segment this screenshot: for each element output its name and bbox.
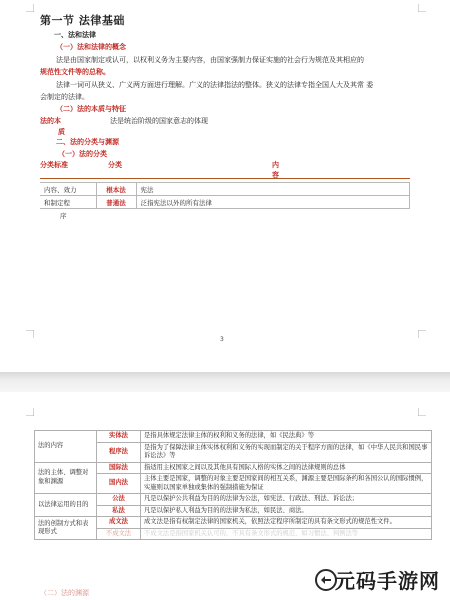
paragraph-law-scope-line2: 会制定的法律。 bbox=[40, 93, 89, 101]
essence-label: 法的本 bbox=[40, 117, 61, 125]
page-gap bbox=[0, 372, 450, 392]
column-header-content-cont: 容 bbox=[272, 171, 279, 179]
watermark-text: 元码手游网 bbox=[335, 569, 440, 593]
document-page-2 bbox=[0, 392, 450, 600]
table-cell-subtype: 成文法 bbox=[97, 517, 141, 529]
table-cell-subtype: 不成文法 bbox=[97, 528, 141, 540]
table-cell-content: 宪法 bbox=[136, 183, 410, 196]
table-cell-subtype: 实体法 bbox=[97, 431, 141, 443]
table-cell-category bbox=[96, 209, 136, 222]
table-cell-category: 普通法 bbox=[96, 196, 136, 209]
table-cell-description: 不成文法是指国家机关认可的，不具有条文形式的规范，如习惯法、判例法等 bbox=[141, 528, 432, 540]
crop-mark-icon bbox=[26, 330, 34, 338]
subheading-concept: （一）法和法律的概念 bbox=[56, 43, 126, 51]
crop-mark-icon bbox=[26, 408, 34, 416]
table-cell-description: 是指具体规定法律主体的权利和义务的法律，如《民法典》等 bbox=[141, 431, 432, 443]
table-cell-standard: 内容、效力 bbox=[40, 183, 96, 196]
law-types-table bbox=[34, 430, 432, 540]
table-cell-standard: 和制定程 bbox=[40, 196, 96, 209]
table-cell-description: 主体主要是国家，调整的对象主要是国家间的相互关系，渊源主要是国际条约和各国公认的国际惯例，实施则以国家单独或集体的强制措施为保证 bbox=[141, 474, 432, 494]
subheading-classification: （一）法的分类 bbox=[58, 150, 107, 158]
table-cell-subtype: 国内法 bbox=[97, 474, 141, 494]
table-cell-category: 以法律运用的目的 bbox=[35, 494, 97, 517]
table-row bbox=[40, 209, 410, 222]
heading-classification: 二、法的分类与渊源 bbox=[56, 138, 119, 146]
table-cell-description: 凡是以保护公共利益为目的的法律为公法，如宪法、行政法、刑法、诉讼法； bbox=[141, 494, 432, 506]
crop-mark-icon bbox=[418, 330, 426, 338]
essence-label-cont: 质 bbox=[58, 128, 65, 136]
table-cell-subtype: 国际法 bbox=[97, 462, 141, 474]
table-cell-description: 成文法是指有权制定法律的国家机关，依照法定程序所制定的具有条文形式的规范性文件。 bbox=[141, 517, 432, 529]
crop-mark-icon bbox=[418, 4, 426, 12]
page-number: 3 bbox=[220, 336, 224, 343]
classification-table bbox=[40, 182, 410, 222]
table-cell-category: 根本法 bbox=[96, 183, 136, 196]
table-row bbox=[35, 494, 432, 506]
table-cell-category: 法的创制方式和表现形式 bbox=[35, 517, 97, 540]
paragraph-law-scope-line1: 法律一词可从狭义、广义两方面进行理解。广义的法律指法的整体。狭义的法律专指全国人大及其常 委 bbox=[56, 81, 374, 89]
essence-text: 法是统治阶级的国家意志的体现 bbox=[110, 117, 208, 125]
table-row bbox=[40, 196, 410, 209]
column-header-content: 内 bbox=[272, 161, 279, 169]
table-header-divider bbox=[40, 178, 410, 179]
table-row bbox=[35, 517, 432, 529]
table-cell-subtype: 程序法 bbox=[97, 442, 141, 462]
table-cell-category: 法的内容 bbox=[35, 431, 97, 463]
table-cell-subtype: 公法 bbox=[97, 494, 141, 506]
crop-mark-icon bbox=[26, 4, 34, 12]
subheading-essence: （二）法的本质与特征 bbox=[56, 105, 126, 113]
table-cell-description: 是指为了保障法律主体实体权利和义务的实现而制定的关于程序方面的法律，如《中华人民共和国民事诉讼法》等 bbox=[141, 442, 432, 462]
table-cell-description: 指适用主权国家之间以及其他具有国际人格的实体之间的法律规则的总体 bbox=[141, 462, 432, 474]
paragraph-law-definition-line1: 法是由国家制定或认可，以权利义务为主要内容，由国家强制力保证实施的社会行为规范及其相应的 bbox=[56, 56, 364, 64]
column-header-standard: 分类标准 bbox=[40, 161, 68, 169]
paragraph-law-definition-line2: 规范性文件等的总称。 bbox=[40, 68, 110, 76]
table-row bbox=[35, 431, 432, 443]
table-row bbox=[40, 183, 410, 196]
column-header-category: 分类 bbox=[108, 161, 122, 169]
table-cell-content bbox=[136, 209, 410, 222]
section-title: 第一节 法律基础 bbox=[40, 14, 125, 27]
table-row bbox=[35, 462, 432, 474]
table-cell-standard: 序 bbox=[60, 211, 67, 220]
crop-mark-icon bbox=[418, 408, 426, 416]
table-cell-description: 凡是以保护私人利益为目的的法律为私法，如民法、商法。 bbox=[141, 505, 432, 517]
table-cell-content: 泛指宪法以外的所有法律 bbox=[136, 196, 410, 209]
table-cell-category: 法的主体、调整对象和渊源 bbox=[35, 462, 97, 494]
subheading-sources: （二）法的渊源 bbox=[40, 589, 89, 597]
heading-law: 一、法和法律 bbox=[54, 31, 96, 39]
table-cell-subtype: 私法 bbox=[97, 505, 141, 517]
